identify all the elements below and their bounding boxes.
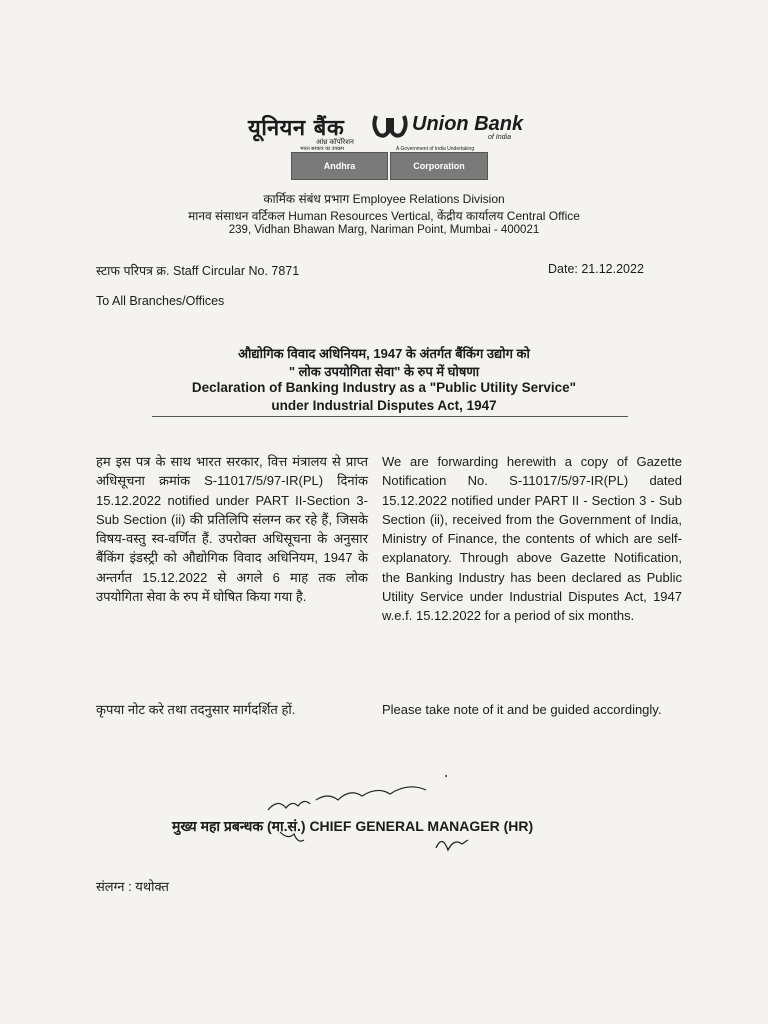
union-bank-logo-icon — [370, 112, 410, 140]
circular-date: Date: 21.12.2022 — [548, 262, 644, 276]
logo-english-text: Union Bank — [412, 113, 524, 135]
subject-divider — [152, 416, 628, 417]
note-english: Please take note of it and be guided accordingly. — [382, 702, 662, 717]
signatory-designation: मुख्य महा प्रबन्धक (मा.सं.) CHIEF GENERAL MANAGER (HR) — [172, 818, 534, 834]
corporation-badge-label: Corporation — [413, 161, 465, 171]
logo-hindi-text: यूनियन बैंक — [248, 116, 345, 141]
andhra-badge — [291, 152, 388, 180]
body-english: We are forwarding herewith a copy of Gazette Notification No. S-11017/5/97-IR(PL) dated 15.12.2022 notified under PART II - Section 3 - Sub Section (ii), received from the Government of India, Ministry of Finance, the contents of which are self-explanatory. Through above Gazette Notification, the Banking Industry has been declared as Public Utility Service under Industrial Disputes Act, 1947 w.e.f. 15.12.2022 for a period of six months. — [382, 454, 682, 624]
division-line: कार्मिक संबंध प्रभाग Employee Relations Division — [263, 192, 505, 206]
corporation-badge — [390, 152, 488, 180]
andhra-badge-label: Andhra — [323, 161, 356, 171]
vertical-line: मानव संसाधन वर्टिकल Human Resources Vertical, केंद्रीय कार्यालय Central Office — [188, 209, 580, 223]
subject-hindi-line2: " लोक उपयोगिता सेवा" के रुप में घोषणा — [288, 364, 480, 379]
tagline-hindi: भारत सरकार का उपक्रम — [300, 146, 345, 152]
circular-number: स्टाफ परिपत्र क्र. Staff Circular No. 7871 — [96, 264, 300, 278]
subject-english-line2: under Industrial Disputes Act, 1947 — [271, 398, 497, 413]
recipient-line: To All Branches/Offices — [96, 294, 225, 308]
logo-english-subtext: of India — [488, 134, 511, 141]
logo-hindi-subtext: आंध्र कॉर्पोरेशन — [316, 139, 354, 146]
enclosure-note: संलग्न : यथोक्त — [96, 879, 169, 894]
address-line: 239, Vidhan Bhawan Marg, Nariman Point, Mumbai - 400021 — [228, 224, 540, 236]
body-hindi: हम इस पत्र के साथ भारत सरकार, वित्त मंत्रालय से प्राप्त अधिसूचना क्रमांक S-11017/5/97-IR(PL) दिनांक 15.12.2022 notified under PART II-Section 3-Sub Section (ii) की प्रतिलिपि संलग्न कर रहे हैं, जिसके विषय-वस्तु स्व-वर्णित हैं. उपरोक्त अधिसूचना के अनुसार बैंकिंग इंडस्ट्री को औद्योगिक विवाद अधिनियम, 1947 के अन्तर्गत 15.12.2022 से अगले 6 माह तक लोक उपयोगिता सेवा के रुप में घोषित किया गया है. — [96, 454, 368, 605]
subject-english-line1: Declaration of Banking Industry as a "Public Utility Service" — [191, 380, 577, 395]
note-hindi: कृपया नोट करे तथा तदनुसार मार्गदर्शित हों. — [96, 702, 296, 717]
subject-hindi-line1: औद्योगिक विवाद अधिनियम, 1947 के अंतर्गत बैंकिंग उद्योग को — [238, 346, 530, 361]
tagline-english: A Government of India Undertaking — [396, 146, 475, 152]
handwritten-signature-icon — [258, 770, 478, 860]
